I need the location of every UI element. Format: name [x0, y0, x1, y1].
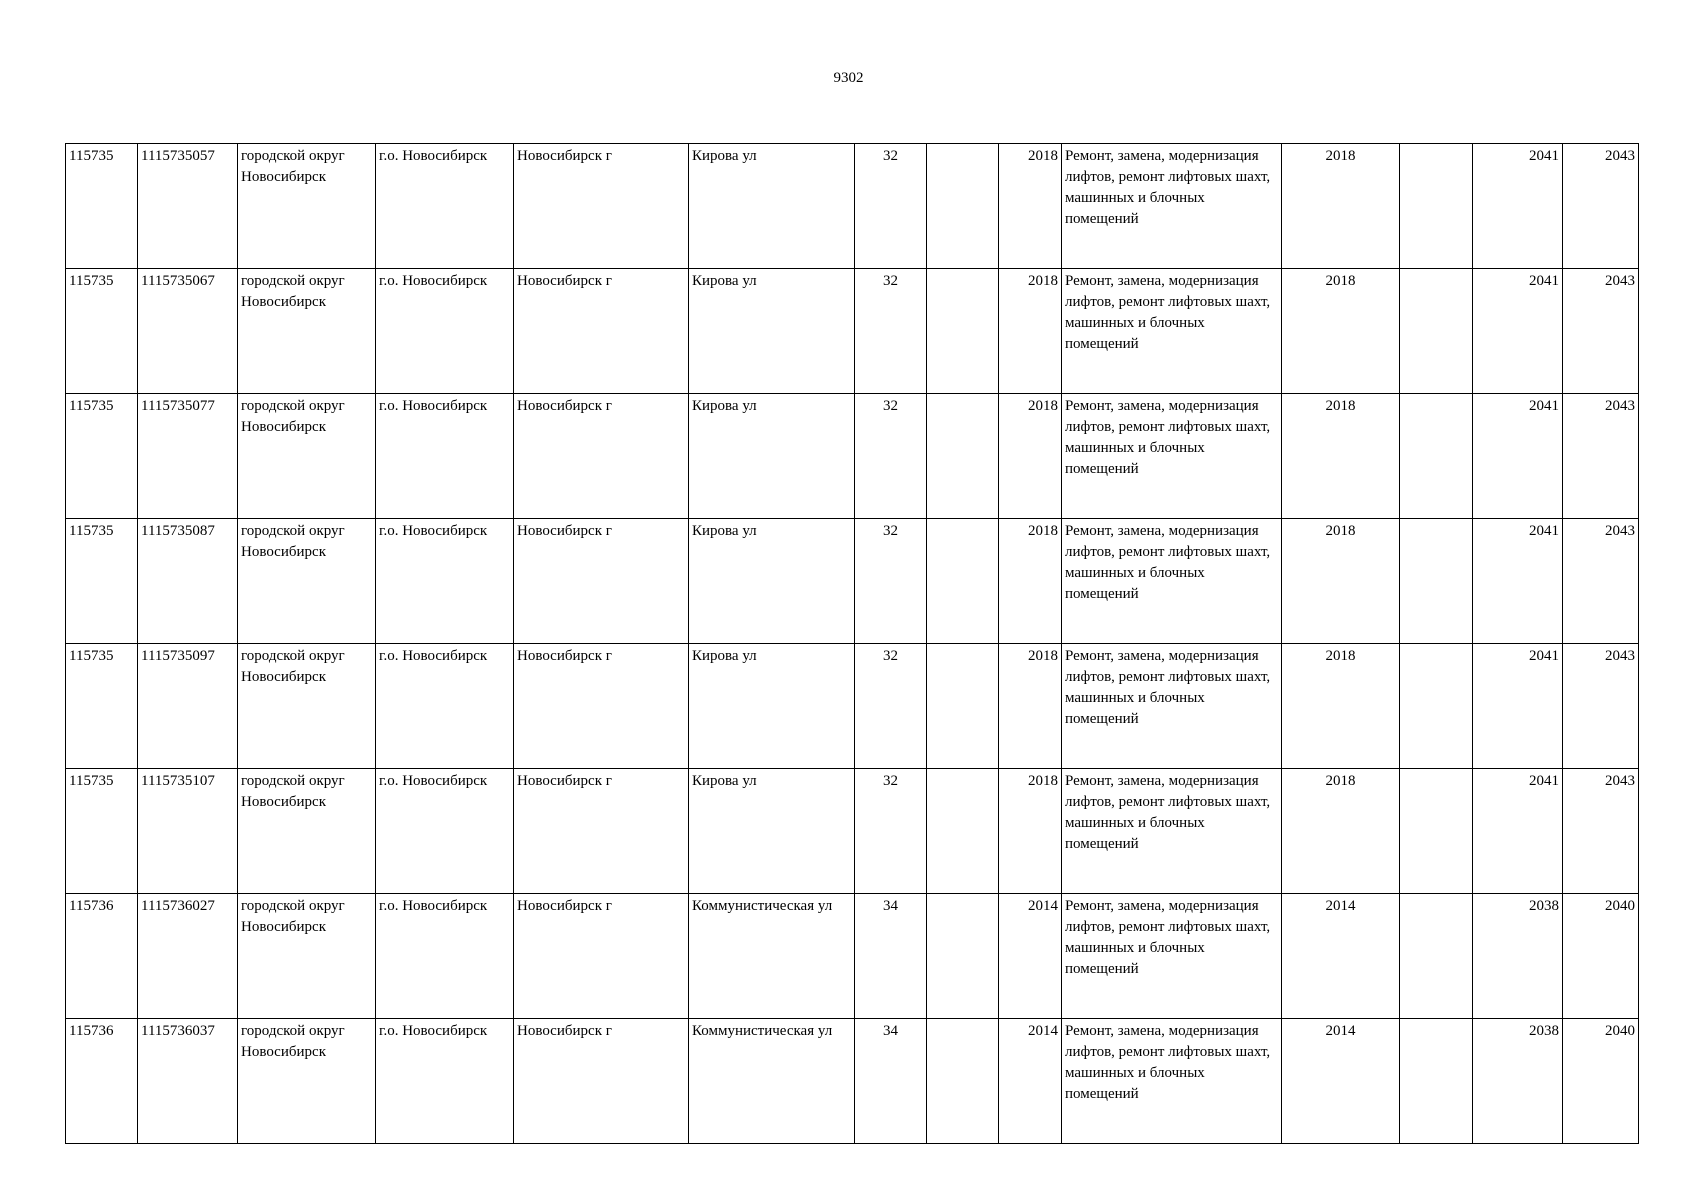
- cell-id: 115735: [66, 394, 138, 519]
- cell-work: Ремонт, замена, модернизация лифтов, ремонт лифтовых шахт, машинных и блочных помещений: [1062, 1019, 1282, 1144]
- cell-year-d: 2043: [1563, 644, 1639, 769]
- cell-empty: [927, 644, 999, 769]
- cell-empty: [1400, 894, 1473, 1019]
- cell-empty: [1400, 769, 1473, 894]
- cell-municipality: г.о. Новосибирск: [376, 769, 514, 894]
- page-number: 9302: [833, 70, 864, 86]
- cell-year-d: 2040: [1563, 1019, 1639, 1144]
- cell-year-c: 2038: [1473, 894, 1563, 1019]
- cell-year-c: 2038: [1473, 1019, 1563, 1144]
- cell-empty: [927, 894, 999, 1019]
- cell-id: 115735: [66, 519, 138, 644]
- cell-year-b: 2018: [1282, 644, 1400, 769]
- cell-house: 32: [855, 144, 927, 269]
- cell-year-b: 2014: [1282, 1019, 1400, 1144]
- cell-year-a: 2018: [999, 394, 1062, 519]
- cell-district: городской округ Новосибирск: [238, 1019, 376, 1144]
- cell-work: Ремонт, замена, модернизация лифтов, ремонт лифтовых шахт, машинных и блочных помещений: [1062, 644, 1282, 769]
- cell-id: 115735: [66, 644, 138, 769]
- cell-code: 1115735097: [138, 644, 238, 769]
- cell-municipality: г.о. Новосибирск: [376, 644, 514, 769]
- cell-municipality: г.о. Новосибирск: [376, 519, 514, 644]
- cell-work: Ремонт, замена, модернизация лифтов, ремонт лифтовых шахт, машинных и блочных помещений: [1062, 144, 1282, 269]
- cell-id: 115736: [66, 894, 138, 1019]
- cell-district: городской округ Новосибирск: [238, 394, 376, 519]
- cell-year-d: 2043: [1563, 519, 1639, 644]
- cell-year-a: 2014: [999, 894, 1062, 1019]
- cell-code: 1115735107: [138, 769, 238, 894]
- cell-year-d: 2043: [1563, 269, 1639, 394]
- cell-year-a: 2018: [999, 144, 1062, 269]
- cell-street: Кирова ул: [689, 144, 855, 269]
- cell-year-b: 2018: [1282, 769, 1400, 894]
- cell-empty: [1400, 269, 1473, 394]
- table-row: [66, 769, 1639, 894]
- cell-id: 115735: [66, 269, 138, 394]
- cell-empty: [927, 394, 999, 519]
- table-row: [66, 644, 1639, 769]
- cell-year-d: 2043: [1563, 144, 1639, 269]
- cell-house: 34: [855, 1019, 927, 1144]
- cell-id: 115735: [66, 144, 138, 269]
- table-row: [66, 269, 1639, 394]
- cell-year-c: 2041: [1473, 394, 1563, 519]
- cell-code: 1115735087: [138, 519, 238, 644]
- cell-year-a: 2018: [999, 644, 1062, 769]
- cell-house: 32: [855, 269, 927, 394]
- cell-empty: [1400, 519, 1473, 644]
- cell-year-b: 2014: [1282, 894, 1400, 1019]
- cell-empty: [927, 144, 999, 269]
- cell-house: 34: [855, 894, 927, 1019]
- cell-year-a: 2018: [999, 269, 1062, 394]
- table-row: [66, 1019, 1639, 1144]
- cell-house: 32: [855, 394, 927, 519]
- cell-district: городской округ Новосибирск: [238, 769, 376, 894]
- cell-municipality: г.о. Новосибирск: [376, 144, 514, 269]
- cell-empty: [927, 769, 999, 894]
- cell-street: Кирова ул: [689, 519, 855, 644]
- cell-street: Кирова ул: [689, 269, 855, 394]
- cell-empty: [1400, 644, 1473, 769]
- cell-year-b: 2018: [1282, 144, 1400, 269]
- cell-empty: [927, 269, 999, 394]
- cell-city: Новосибирск г: [514, 644, 689, 769]
- cell-city: Новосибирск г: [514, 269, 689, 394]
- cell-empty: [1400, 394, 1473, 519]
- cell-year-a: 2018: [999, 519, 1062, 644]
- cell-city: Новосибирск г: [514, 144, 689, 269]
- cell-street: Коммунистическая ул: [689, 1019, 855, 1144]
- cell-year-b: 2018: [1282, 269, 1400, 394]
- cell-house: 32: [855, 644, 927, 769]
- cell-year-d: 2040: [1563, 894, 1639, 1019]
- cell-code: 1115735067: [138, 269, 238, 394]
- cell-year-d: 2043: [1563, 769, 1639, 894]
- cell-work: Ремонт, замена, модернизация лифтов, ремонт лифтовых шахт, машинных и блочных помещений: [1062, 394, 1282, 519]
- table-row: [66, 394, 1639, 519]
- cell-city: Новосибирск г: [514, 769, 689, 894]
- cell-municipality: г.о. Новосибирск: [376, 394, 514, 519]
- cell-street: Коммунистическая ул: [689, 894, 855, 1019]
- cell-code: 1115735057: [138, 144, 238, 269]
- cell-city: Новосибирск г: [514, 1019, 689, 1144]
- table-row: [66, 894, 1639, 1019]
- cell-district: городской округ Новосибирск: [238, 519, 376, 644]
- cell-city: Новосибирск г: [514, 894, 689, 1019]
- cell-district: городской округ Новосибирск: [238, 894, 376, 1019]
- cell-year-a: 2014: [999, 1019, 1062, 1144]
- registry-table: [65, 143, 1639, 1144]
- cell-street: Кирова ул: [689, 644, 855, 769]
- cell-municipality: г.о. Новосибирск: [376, 269, 514, 394]
- cell-year-c: 2041: [1473, 519, 1563, 644]
- cell-id: 115736: [66, 1019, 138, 1144]
- cell-empty: [1400, 1019, 1473, 1144]
- cell-code: 1115736037: [138, 1019, 238, 1144]
- cell-district: городской округ Новосибирск: [238, 644, 376, 769]
- cell-district: городской округ Новосибирск: [238, 269, 376, 394]
- cell-year-c: 2041: [1473, 644, 1563, 769]
- table-row: [66, 519, 1639, 644]
- cell-work: Ремонт, замена, модернизация лифтов, ремонт лифтовых шахт, машинных и блочных помещений: [1062, 269, 1282, 394]
- cell-house: 32: [855, 769, 927, 894]
- cell-work: Ремонт, замена, модернизация лифтов, ремонт лифтовых шахт, машинных и блочных помещений: [1062, 519, 1282, 644]
- cell-year-b: 2018: [1282, 519, 1400, 644]
- cell-district: городской округ Новосибирск: [238, 144, 376, 269]
- cell-year-c: 2041: [1473, 269, 1563, 394]
- cell-street: Кирова ул: [689, 394, 855, 519]
- cell-street: Кирова ул: [689, 769, 855, 894]
- cell-work: Ремонт, замена, модернизация лифтов, ремонт лифтовых шахт, машинных и блочных помещений: [1062, 769, 1282, 894]
- cell-municipality: г.о. Новосибирск: [376, 1019, 514, 1144]
- cell-year-c: 2041: [1473, 144, 1563, 269]
- cell-empty: [927, 519, 999, 644]
- table-row: [66, 144, 1639, 269]
- cell-code: 1115736027: [138, 894, 238, 1019]
- cell-city: Новосибирск г: [514, 394, 689, 519]
- cell-work: Ремонт, замена, модернизация лифтов, ремонт лифтовых шахт, машинных и блочных помещений: [1062, 894, 1282, 1019]
- cell-year-b: 2018: [1282, 394, 1400, 519]
- cell-year-c: 2041: [1473, 769, 1563, 894]
- cell-municipality: г.о. Новосибирск: [376, 894, 514, 1019]
- cell-empty: [927, 1019, 999, 1144]
- cell-id: 115735: [66, 769, 138, 894]
- cell-year-d: 2043: [1563, 394, 1639, 519]
- cell-year-a: 2018: [999, 769, 1062, 894]
- cell-empty: [1400, 144, 1473, 269]
- cell-house: 32: [855, 519, 927, 644]
- cell-city: Новосибирск г: [514, 519, 689, 644]
- cell-code: 1115735077: [138, 394, 238, 519]
